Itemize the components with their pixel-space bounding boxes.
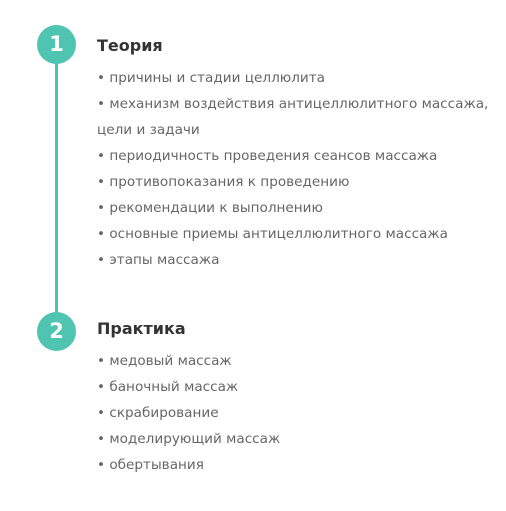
list-item: • скрабирование <box>97 405 219 421</box>
list-item: • основные приемы антицеллюлитного массажа <box>97 226 448 242</box>
section-title: Практика <box>97 319 186 338</box>
section-title: Теория <box>97 36 163 55</box>
list-item: • причины и стадии целлюлита <box>97 70 325 86</box>
list-item: • периодичность проведения сеансов массажа <box>97 148 438 164</box>
list-item: цели и задачи <box>97 122 200 138</box>
topic-list <box>97 65 497 273</box>
step-number-badge: 2 <box>37 312 76 351</box>
topic-list <box>97 348 497 478</box>
list-item: • баночный массаж <box>97 379 239 395</box>
list-item: • противопоказания к проведению <box>97 174 350 190</box>
list-item: • обертывания <box>97 457 204 473</box>
list-item: • рекомендации к выполнению <box>97 200 323 216</box>
step-section-practice <box>97 318 497 478</box>
list-item: • механизм воздействия антицеллюлитного массажа, <box>97 96 489 112</box>
list-item: • этапы массажа <box>97 252 220 268</box>
step-number-badge: 1 <box>37 25 76 64</box>
list-item: • медовый массаж <box>97 353 232 369</box>
step-section-theory <box>97 35 497 273</box>
timeline-connector-line <box>55 44 58 332</box>
list-item: • моделирующий массаж <box>97 431 281 447</box>
